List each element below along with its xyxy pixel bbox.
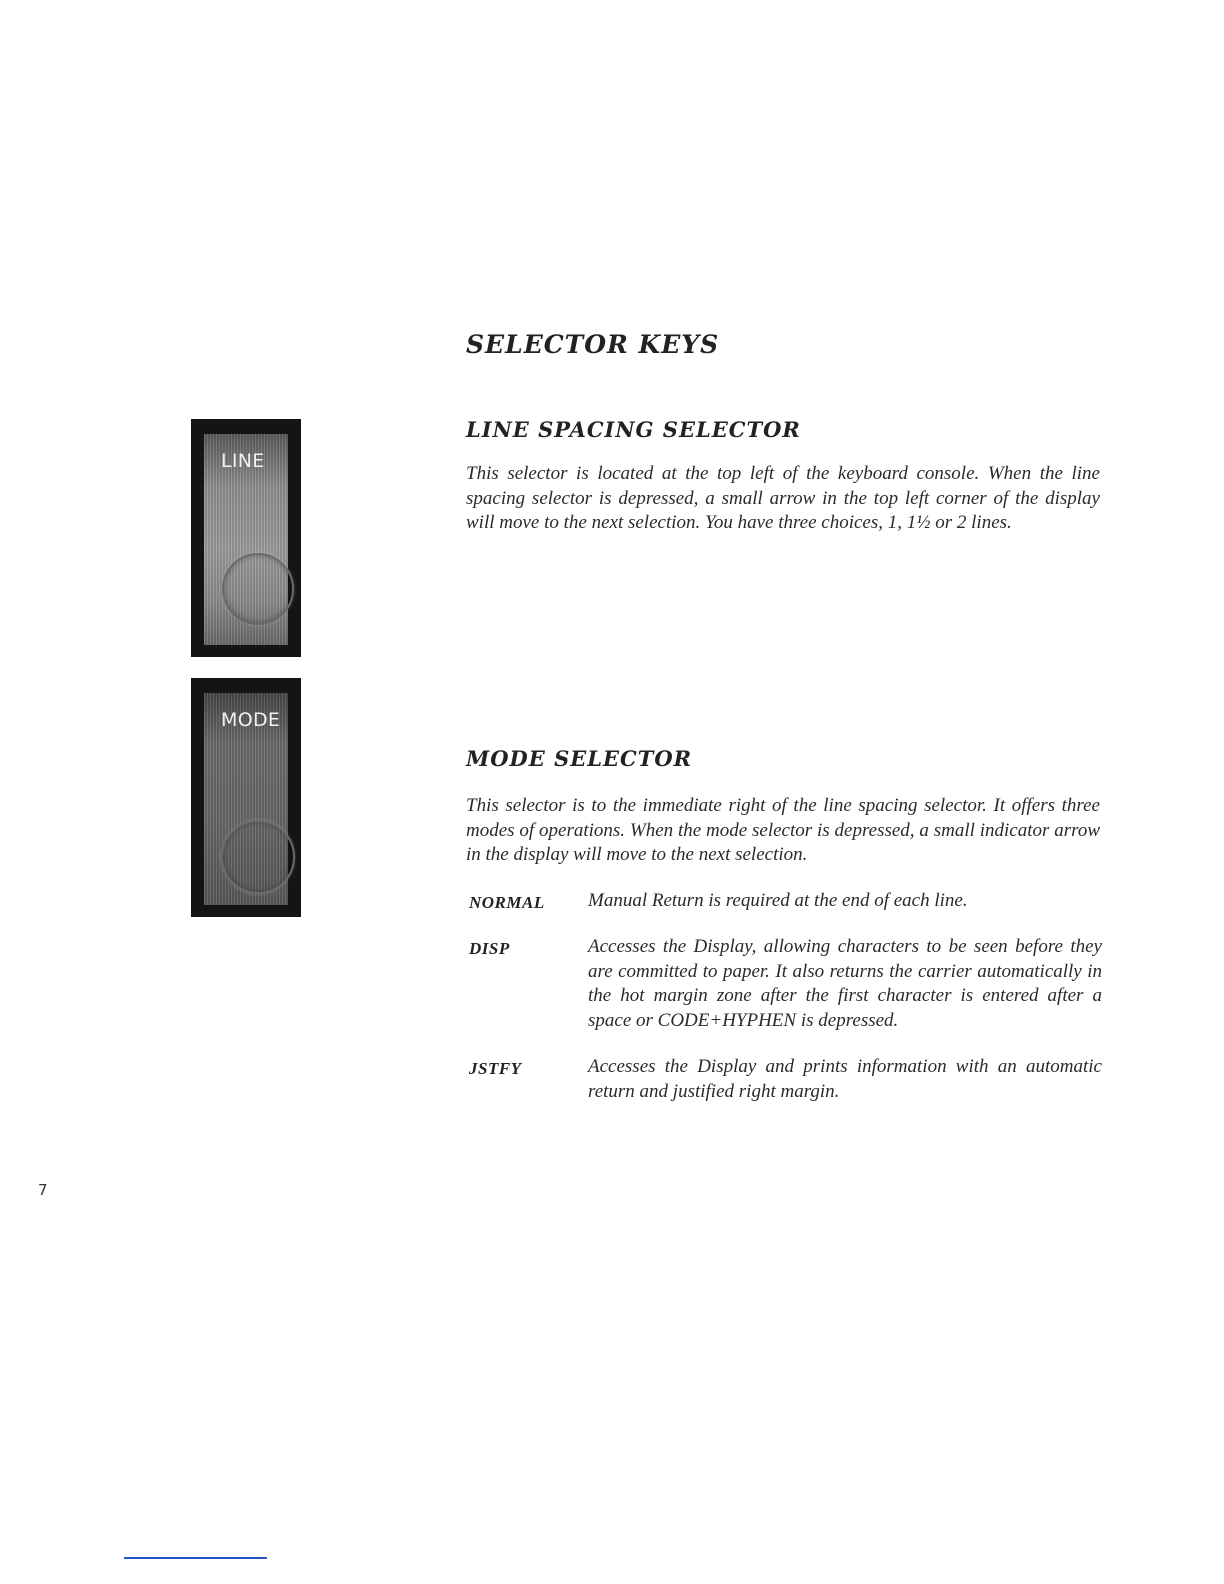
bottom-divider [124, 1557, 267, 1559]
mode-term-normal: NORMAL [469, 893, 545, 912]
mode-key-face [204, 693, 288, 905]
line-key-face [204, 434, 288, 645]
mode-description-normal: Manual Return is required at the end of each line. [588, 890, 968, 911]
mode-description-jstfy: Accesses the Display and prints information with an automatic return and justified right margin. [588, 1056, 1102, 1102]
mode-description-disp: Accesses the Display, allowing characters to be seen before they are committed to paper. It also returns the carrier automatically in the hot margin zone after the first character is entered after a space or CODE+HYPHEN is depressed. [588, 936, 1102, 1031]
page-number: 7 [38, 1181, 48, 1199]
page-title: SELECTOR KEYS [466, 330, 720, 359]
mode-selector-heading: MODE SELECTOR [466, 746, 693, 771]
mode-key-image [191, 678, 301, 917]
line-key-circle-indicator [222, 553, 294, 625]
line-spacing-description: This selector is located at the top left of the keyboard console. When the line spacing selector is depressed, a small arrow in the top left corner of the display will move to the next selection. You have three choices, 1, 1½ or 2 lines. [466, 463, 1100, 533]
line-spacing-heading: LINE SPACING SELECTOR [466, 417, 801, 442]
mode-key-label: MODE [221, 709, 281, 731]
mode-term-jstfy: JSTFY [469, 1059, 522, 1078]
line-key-image [191, 419, 301, 657]
mode-selector-description: This selector is to the immediate right of the line spacing selector. It offers three modes of operations. When the mode selector is depressed, a small indicator arrow in the display will move to the next selection. [466, 795, 1100, 865]
line-key-label: LINE [221, 450, 265, 472]
mode-key-circle-indicator [221, 820, 295, 894]
mode-term-disp: DISP [469, 939, 510, 958]
